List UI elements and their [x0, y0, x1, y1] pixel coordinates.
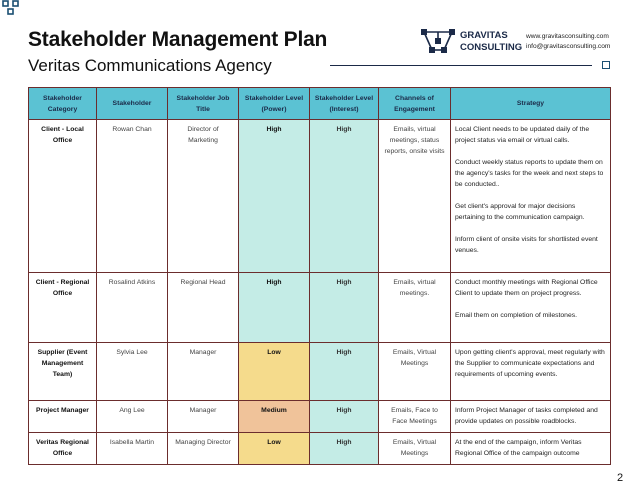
power-cell: High [239, 120, 310, 273]
channels-cell: Emails, virtual meetings, status reports, onsite visits [379, 120, 451, 273]
strategy-cell [451, 433, 611, 465]
stakeholder-cell: Rowan Chan [97, 120, 168, 273]
category-cell: Veritas Regional Office [29, 433, 97, 465]
column-header: Stakeholder Level (Power) [239, 88, 310, 120]
table-row [29, 120, 611, 273]
page-title: Stakeholder Management Plan [28, 28, 328, 51]
column-header: Strategy [451, 88, 611, 120]
category-cell: Project Manager [29, 401, 97, 433]
table-row [29, 343, 611, 401]
column-header: Stakeholder [97, 88, 168, 120]
column-header: Channels of Engagement [379, 88, 451, 120]
contact-info [526, 32, 610, 52]
email-text: info@gravitasconsulting.com [526, 43, 611, 50]
strategy-cell [451, 120, 611, 273]
page-subtitle: Veritas Communications Agency [28, 56, 272, 75]
channels-cell: Emails, virtual meetings. [379, 273, 451, 343]
category-cell: Client - Local Office [29, 120, 97, 273]
strategy-paragraph: Local Client needs to be updated daily of the project status via email or virtual calls. [455, 126, 590, 144]
strategy-paragraph: Upon getting client's approval, meet regularly with the Supplier to communicate expectations and requirements of upcoming events. [455, 349, 605, 378]
strategy-paragraph: Inform client of onsite visits for shortlisted event venues. [455, 236, 598, 254]
divider-square-icon [602, 61, 610, 69]
header-divider [330, 65, 592, 66]
strategy-paragraph: Email them on completion of milestones. [455, 312, 578, 319]
job-title-cell: Manager [168, 343, 239, 401]
strategy-cell [451, 273, 611, 343]
stakeholder-cell: Ang Lee [97, 401, 168, 433]
job-title-cell: Regional Head [168, 273, 239, 343]
category-cell: Supplier (Event Management Team) [29, 343, 97, 401]
table-row [29, 273, 611, 343]
column-header: Stakeholder Category [29, 88, 97, 120]
job-title-cell: Director of Marketing [168, 120, 239, 273]
brand-line1: GRAVITAS [460, 30, 508, 41]
brand-line2: CONSULTING [460, 42, 523, 53]
stakeholder-cell: Isabella Martin [97, 433, 168, 465]
strategy-cell [451, 401, 611, 433]
column-header: Stakeholder Job Title [168, 88, 239, 120]
channels-cell: Emails, Virtual Meetings [379, 343, 451, 401]
job-title-cell: Managing Director [168, 433, 239, 465]
website-text: www.gravitasconsulting.com [526, 33, 609, 40]
column-header: Stakeholder Level (Interest) [310, 88, 379, 120]
page-number: 2 [617, 472, 624, 484]
interest-cell: High [310, 401, 379, 433]
strategy-paragraph: Conduct monthly meetings with Regional Office Client to update them on project progress. [455, 279, 598, 297]
interest-cell: High [310, 120, 379, 273]
table-row [29, 433, 611, 465]
brand-name [460, 30, 522, 54]
stakeholder-table [28, 87, 611, 465]
table-row [29, 401, 611, 433]
gravitas-logo-icon [420, 28, 456, 54]
strategy-paragraph: At the end of the campaign, inform Veritas Regional Office of the campaign outcome [455, 439, 582, 457]
interest-cell: High [310, 433, 379, 465]
strategy-paragraph: Inform Project Manager of tasks completed and provide updates on possible roadblocks. [455, 407, 598, 425]
job-title-cell: Manager [168, 401, 239, 433]
category-cell: Client - Regional Office [29, 273, 97, 343]
channels-cell: Emails, Face to Face Meetings [379, 401, 451, 433]
table-header-row [29, 88, 611, 120]
strategy-paragraph: Get client's approval for major decisions pertaining to the communication campaign. [455, 203, 585, 221]
strategy-cell [451, 343, 611, 401]
stakeholder-cell: Rosalind Atkins [97, 273, 168, 343]
network-squares-icon [2, 0, 20, 16]
power-cell: Low [239, 433, 310, 465]
channels-cell: Emails, Virtual Meetings [379, 433, 451, 465]
interest-cell: High [310, 273, 379, 343]
power-cell: Low [239, 343, 310, 401]
stakeholder-cell: Sylvia Lee [97, 343, 168, 401]
power-cell: Medium [239, 401, 310, 433]
strategy-paragraph: Conduct weekly status reports to update them on the agency's tasks for the week and next steps to be conducted.. [455, 159, 604, 188]
interest-cell: High [310, 343, 379, 401]
power-cell: High [239, 273, 310, 343]
